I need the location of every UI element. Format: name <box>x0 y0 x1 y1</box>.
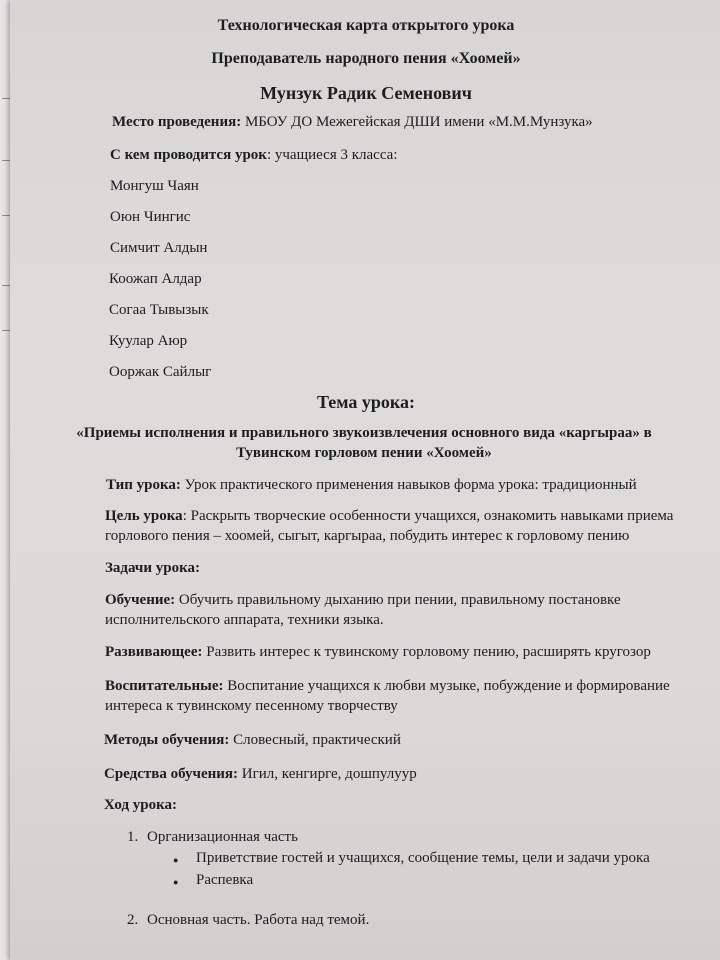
means-label: Средства обучения: <box>104 766 239 782</box>
task-educational-label: Воспитательные: <box>105 678 224 694</box>
course-item-number: 1. <box>127 829 139 845</box>
topic-heading: Тема урока: <box>316 392 416 412</box>
teacher-name: Мунзук Радик Семенович <box>260 83 472 103</box>
methods-line <box>104 731 401 749</box>
doc-subtitle: Преподаватель народного пения «Хоомей» <box>211 50 521 67</box>
course-bullet-item: Распевка <box>196 872 254 888</box>
student-item: Коожап Алдар <box>109 271 202 287</box>
tasks-heading: Задачи урока: <box>105 560 201 576</box>
goal-line1 <box>105 507 673 525</box>
student-item: Оюн Чингис <box>110 209 191 225</box>
doc-title: Технологическая карта открытого урока <box>217 17 515 34</box>
methods-value: Словесный, практический <box>229 732 401 748</box>
course-item-title: Основная часть. Работа над темой. <box>147 912 370 928</box>
course-heading: Ход урока: <box>104 797 178 813</box>
course-item-title: Организационная часть <box>147 829 298 845</box>
bullet-dot: ● <box>173 855 179 865</box>
task-teaching-label: Обучение: <box>105 592 176 608</box>
venue-label: Место проведения: <box>112 114 242 130</box>
student-item: Симчит Алдын <box>110 240 208 256</box>
methods-label: Методы обучения: <box>104 732 230 748</box>
goal-text-1: : Раскрыть творческие особенности учащихся, ознакомить навыками приема <box>182 508 674 524</box>
topic-title-line2: Тувинском горловом пении «Хоомей» <box>236 445 492 461</box>
bullet-dot: ● <box>173 877 179 887</box>
lesson-type-line <box>106 476 637 494</box>
task-educational-line2: интереса к тувинскому песенному творчеству <box>105 698 398 714</box>
student-item: Монгуш Чаян <box>110 178 199 194</box>
means-value: Игил, кенгирге, дошпулуур <box>238 766 417 782</box>
task-educational-line1 <box>105 677 670 695</box>
task-educational-text-1: Воспитание учащихся к любви музыке, побуждение и формирование <box>223 678 670 694</box>
task-teaching-line1 <box>105 591 621 609</box>
venue-value: МБОУ ДО Межегейская ДШИ имени «М.М.Мунзука» <box>241 114 593 130</box>
task-developing-text: Развить интерес к тувинскому горловому пению, расширять кругозор <box>202 644 651 660</box>
student-item: Куулар Аюр <box>109 333 188 349</box>
document-page <box>10 0 720 960</box>
lesson-type-value: Урок практического применения навыков форма урока: традиционный <box>180 477 637 493</box>
task-teaching-text-1: Обучить правильному дыханию при пении, правильному постановке <box>175 592 621 608</box>
task-developing-line <box>105 643 651 661</box>
topic-title-line1: «Приемы исполнения и правильного звукоизвлечения основного вида «каргыраа» в <box>76 425 652 441</box>
venue-line <box>112 113 593 131</box>
goal-label: Цель урока <box>105 508 183 524</box>
class-line <box>110 146 398 164</box>
task-teaching-line2: исполнительского аппарата, техники языка. <box>105 612 384 628</box>
student-item: Согаа Тывызык <box>109 302 209 318</box>
course-item-number: 2. <box>127 912 139 928</box>
student-item: Ооржак Сайлыг <box>109 364 212 380</box>
course-bullet-item: Приветствие гостей и учащихся, сообщение темы, цели и задачи урока <box>196 850 650 866</box>
means-line <box>104 765 417 783</box>
class-label: С кем проводится урок <box>110 147 267 163</box>
task-developing-label: Развивающее: <box>105 644 203 660</box>
class-value: : учащиеся 3 класса: <box>266 147 398 163</box>
goal-line2: горлового пения – хоомей, сыгыт, каргыраа, побудить интерес к горловому пению <box>105 528 630 544</box>
lesson-type-label: Тип урока: <box>106 477 181 493</box>
